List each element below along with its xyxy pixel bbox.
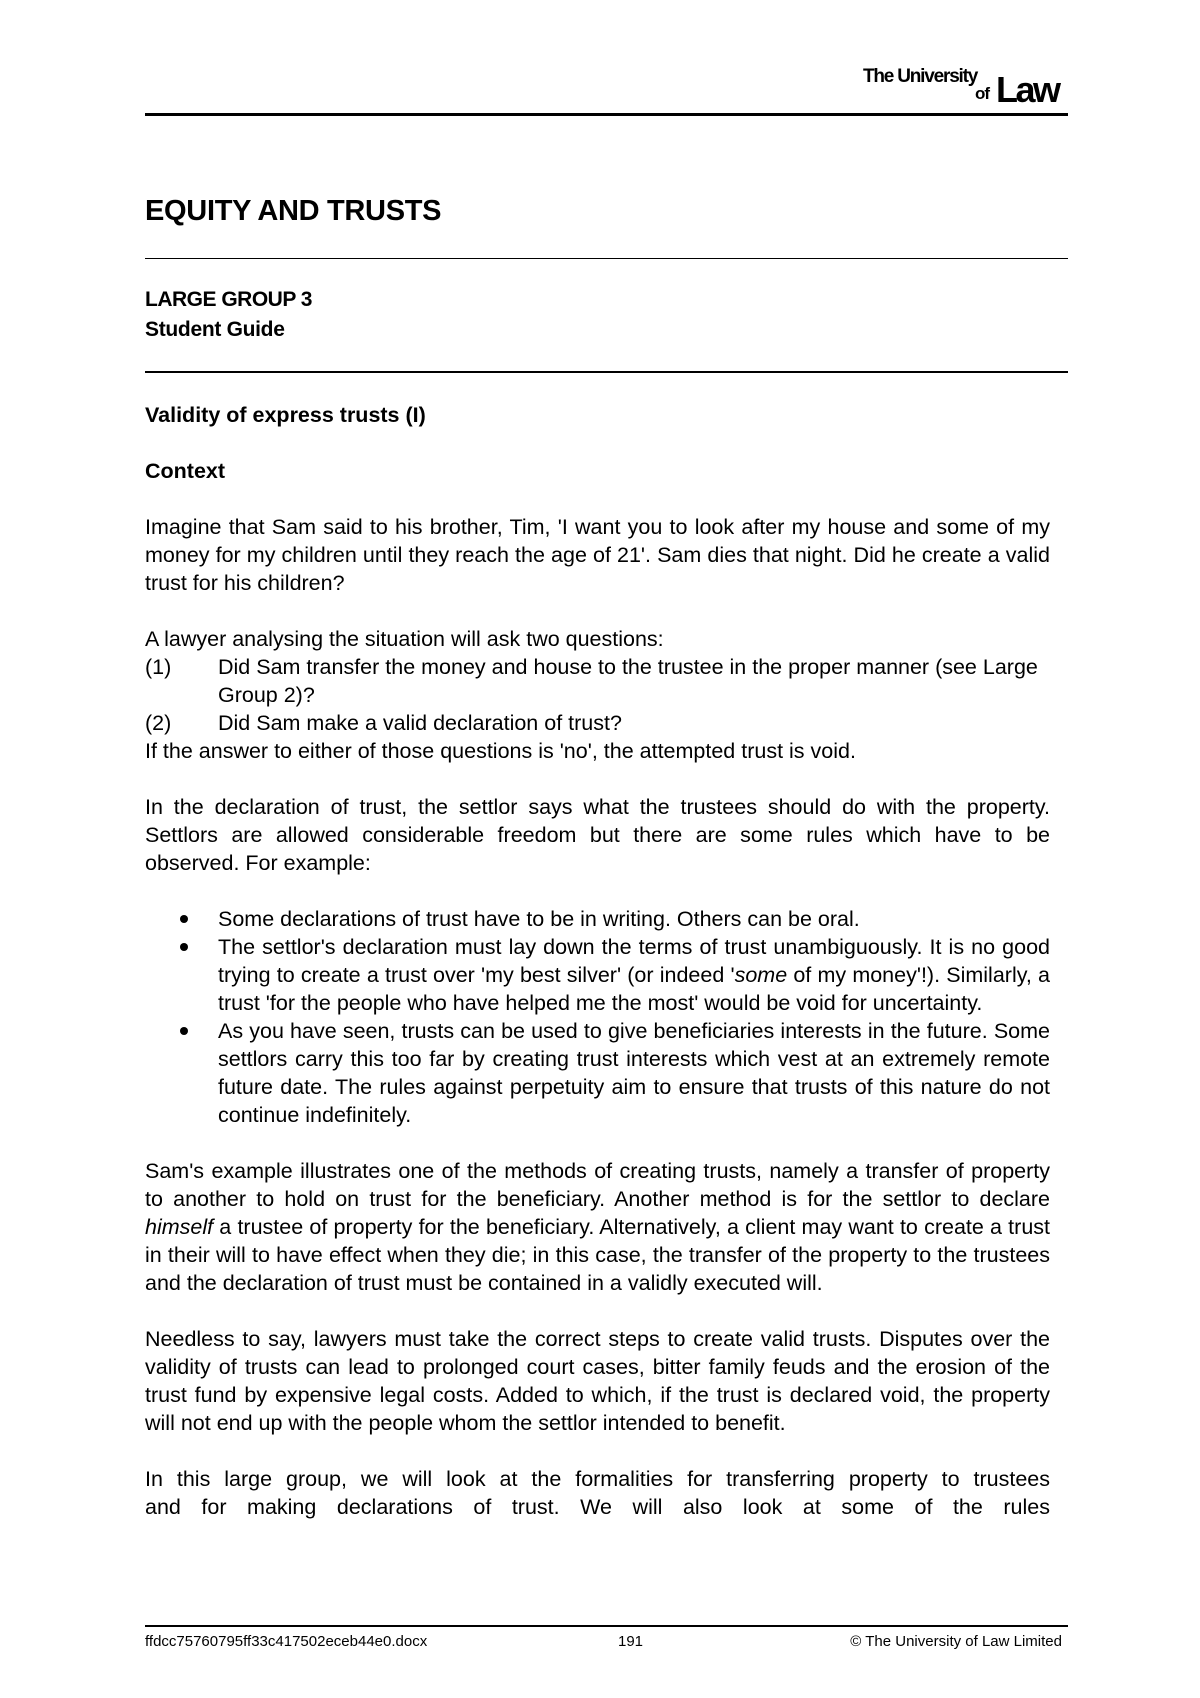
question-item [145,653,1050,709]
page-number: 191 [618,1633,644,1650]
logo-text-of: of [975,84,990,103]
list-item-text: Some declarations of trust have to be in writing. Others can be oral. [218,907,860,931]
needless-paragraph: Needless to say, lawyers must take the correct steps to create valid trusts. Disputes over the validity of trusts can lead to prolonged court cases, bitter family feuds and the erosion of the trust fund by expensive legal costs. Added to which, if the trust is declared void, the property will not end up with the people whom the settlor intended to benefit. [145,1327,1050,1435]
footer-rule [145,1625,1068,1627]
bullet-icon [145,933,218,1017]
list-item-text: As you have seen, trusts can be used to give beneficiaries interests in the future. Some settlors carry this too far by creating trust interests which vest at an extremely remote future date. The rules against perpetuity aim to ensure that trusts of this nature do not continue indefinitely. [218,1019,1050,1127]
group-label: LARGE GROUP 3 [145,288,312,311]
list-item [145,905,1050,933]
list-item-text: The settlor's declaration must lay down the terms of trust unambiguously. It is no good trying to create a trust over 'my best silver' (or indeed 'some of my money'!). Similarly, a trust 'for the people who have helped me the most' would be void for uncertainty. [218,935,1050,1015]
footer-filename: ffdcc75760795ff33c417502eceb44e0.docx [145,1633,428,1650]
list-item [145,933,1050,1017]
sam-example-paragraph: Sam's example illustrates one of the methods of creating trusts, namely a transfer of property to another to hold on trust for the beneficiary. Another method is for the settlor to declare himself a trustee of property for the beneficiary. Alternatively, a client may want to create a trust in their will to have effect when they die; in this case, the transfer of the property to the trustees and the declaration of trust must be contained in a validly executed will. [145,1159,1050,1295]
question-number: (1) [145,655,172,679]
logo-text-law: Law [996,69,1059,110]
intro-paragraph: Imagine that Sam said to his brother, Tim, 'I want you to look after my house and some of my money for my children until they reach the age of 21'. Sam dies that night. Did he create a valid trust for his children? [145,515,1050,595]
logo-text-university: The University [863,66,978,87]
guide-label: Student Guide [145,318,285,341]
bullet-icon [145,1017,218,1129]
subtitle-rule [145,371,1068,373]
rules-list [145,905,1050,1129]
question-number: (2) [145,711,172,735]
footer-copyright: © The University of Law Limited [850,1633,1062,1650]
title-rule [145,258,1068,259]
question-text: Did Sam make a valid declaration of trust? [218,711,622,735]
document-title: EQUITY AND TRUSTS [145,195,442,227]
context-heading: Context [145,459,226,483]
emphasis-himself: himself [145,1215,214,1239]
lawyer-intro: A lawyer analysing the situation will ask two questions: [145,627,664,651]
bullet-icon [145,905,218,933]
list-item [145,1017,1050,1129]
large-group-line-2: and for making declarations of trust. We will also look at some of the rules [145,1495,1050,1519]
header-rule [145,113,1068,116]
section-heading: Validity of express trusts (I) [145,403,426,427]
void-line: If the answer to either of those questions is 'no', the attempted trust is void. [145,739,856,763]
university-of-law-logo [855,62,1067,110]
question-item [145,709,1050,737]
emphasis-some: some [734,963,788,987]
declaration-paragraph: In the declaration of trust, the settlor says what the trustees should do with the property. Settlors are allowed considerable freedom but there are some rules which have to be observed. For example: [145,795,1050,875]
question-text: Did Sam transfer the money and house to the trustee in the proper manner (see Large Group 2)? [218,655,1038,707]
document-body [145,401,1050,1521]
large-group-line-1: In this large group, we will look at the formalities for transferring property to trustees [145,1467,1050,1491]
